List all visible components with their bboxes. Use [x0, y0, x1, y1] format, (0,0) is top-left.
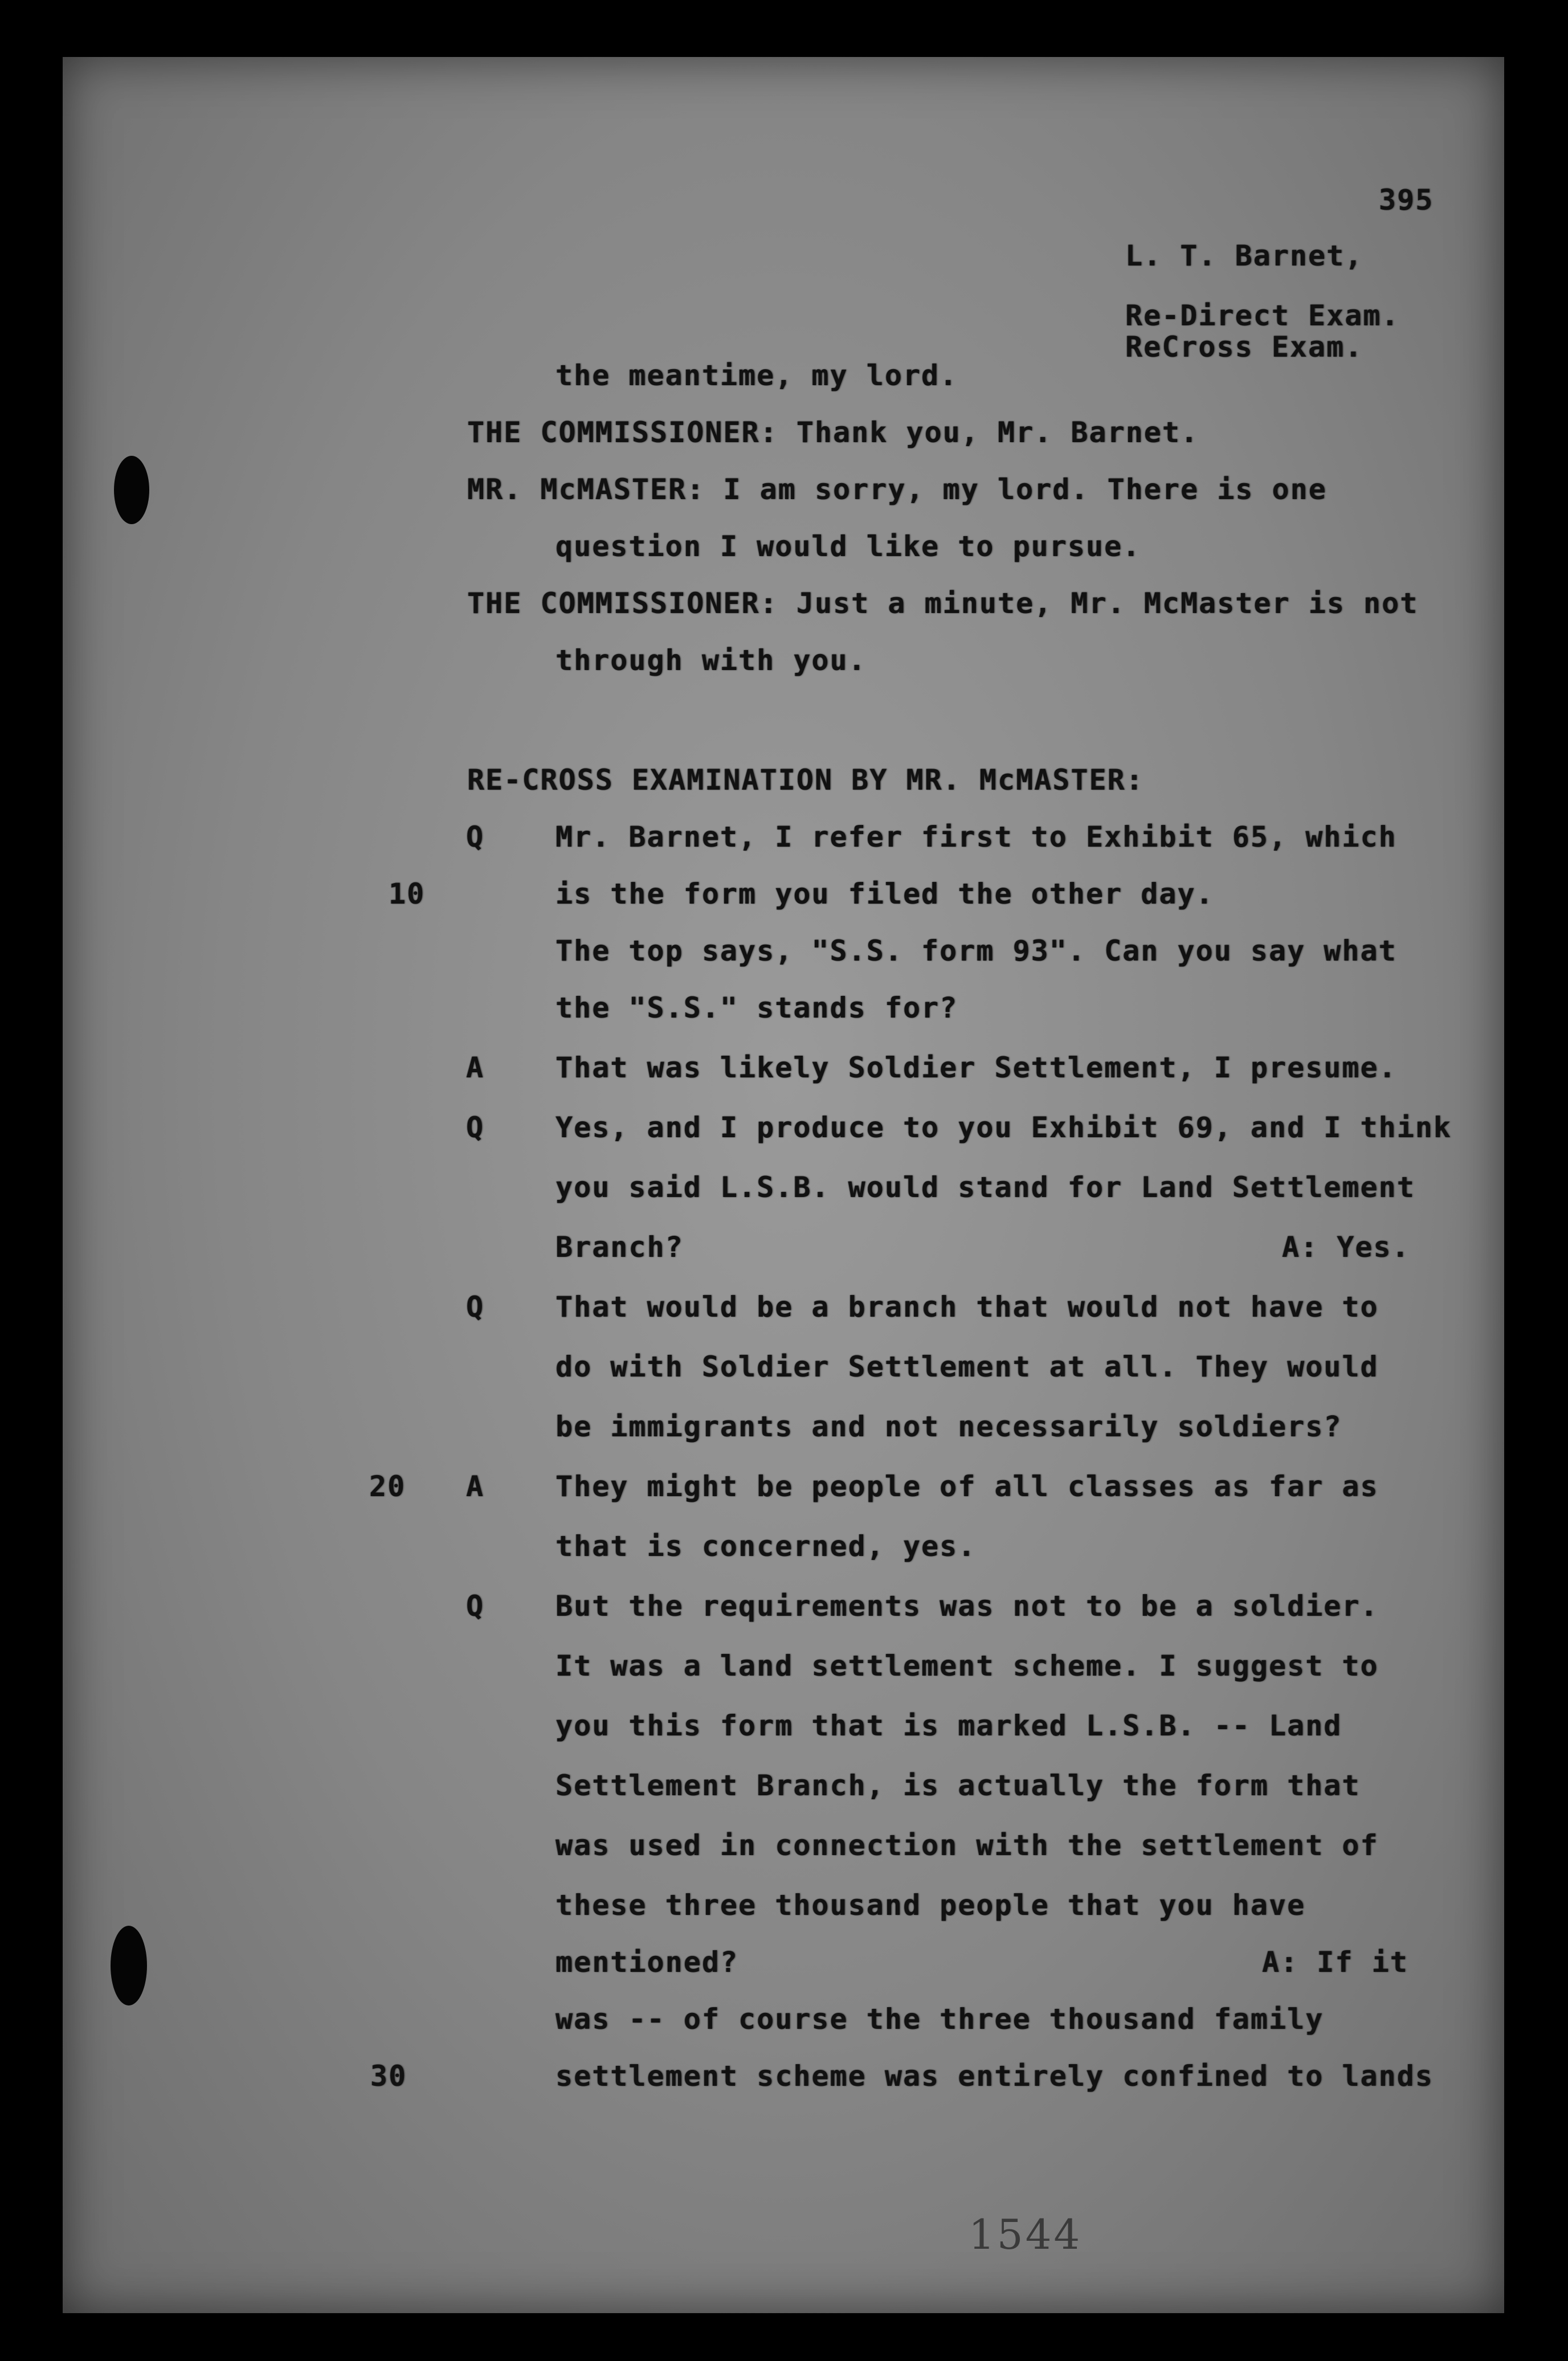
transcript-line: That would be a branch that would not have to [556, 1290, 1379, 1324]
line-number: 30 [370, 2060, 407, 2093]
transcript-line: They might be people of all classes as far as [556, 1470, 1379, 1503]
speaker-label: A [466, 1470, 485, 1503]
transcript-line: be immigrants and not necessarily soldiers? [556, 1410, 1342, 1443]
line-number: 10 [389, 877, 426, 910]
transcript-line: But the requirements was not to be a soldier. [556, 1590, 1379, 1623]
transcript-line: you said L.S.B. would stand for Land Settlement [556, 1171, 1415, 1204]
speaker-label: Q [466, 1290, 485, 1324]
inline-answer: A: Yes. [1282, 1231, 1410, 1264]
transcript-line: THE COMMISSIONER: Just a minute, Mr. McMaster is not [467, 587, 1419, 620]
transcript-line: is the form you filed the other day. [556, 877, 1214, 910]
punch-hole-top [114, 456, 149, 524]
transcript-line: was used in connection with the settlement of [556, 1829, 1379, 1862]
folio-stamp: 1544 [969, 2211, 1083, 2258]
transcript-line: Mr. Barnet, I refer first to Exhibit 65, which [556, 820, 1397, 853]
transcript-line: mentioned? [556, 1946, 739, 1979]
transcript-line: that is concerned, yes. [556, 1530, 977, 1563]
transcript-line: THE COMMISSIONER: Thank you, Mr. Barnet. [467, 416, 1199, 449]
transcript-line: It was a land settlement scheme. I suggest to [556, 1649, 1379, 1682]
punch-hole-bottom [111, 1926, 147, 2005]
transcript-line: Yes, and I produce to you Exhibit 69, and I think [556, 1111, 1452, 1144]
transcript-line: through with you. [556, 644, 867, 677]
page-number: 395 [1379, 183, 1434, 217]
section-heading: RE-CROSS EXAMINATION BY MR. McMASTER: [467, 763, 1144, 796]
line-number: 20 [369, 1470, 406, 1503]
transcript-line: these three thousand people that you have [556, 1889, 1306, 1922]
transcript-line: MR. McMASTER: I am sorry, my lord. There is one [467, 473, 1327, 506]
inline-answer: A: If it [1262, 1946, 1408, 1979]
speaker-label: Q [466, 1111, 485, 1144]
transcript-line: was -- of course the three thousand family [556, 2003, 1324, 2036]
speaker-label: Q [466, 1590, 485, 1623]
transcript-line: Branch? [556, 1231, 684, 1264]
witness-name: L. T. Barnet, [1125, 239, 1363, 272]
transcript-line: settlement scheme was entirely confined to lands [556, 2060, 1434, 2093]
transcript-line: you this form that is marked L.S.B. -- Land [556, 1709, 1342, 1742]
exam-type-redirect: Re-Direct Exam. [1125, 299, 1400, 332]
speaker-label: Q [466, 820, 485, 853]
speaker-label: A [466, 1051, 485, 1084]
exam-type-recross: ReCross Exam. [1125, 330, 1363, 363]
transcript-line: the meantime, my lord. [556, 359, 958, 392]
transcript-line: the "S.S." stands for? [556, 991, 958, 1024]
transcript-line: Settlement Branch, is actually the form that [556, 1769, 1361, 1802]
transcript-line: The top says, "S.S. form 93". Can you say what [556, 934, 1397, 967]
transcript-line: question I would like to pursue. [556, 530, 1141, 563]
transcript-line: do with Soldier Settlement at all. They would [556, 1350, 1379, 1383]
transcript-line: That was likely Soldier Settlement, I presume. [556, 1051, 1397, 1084]
